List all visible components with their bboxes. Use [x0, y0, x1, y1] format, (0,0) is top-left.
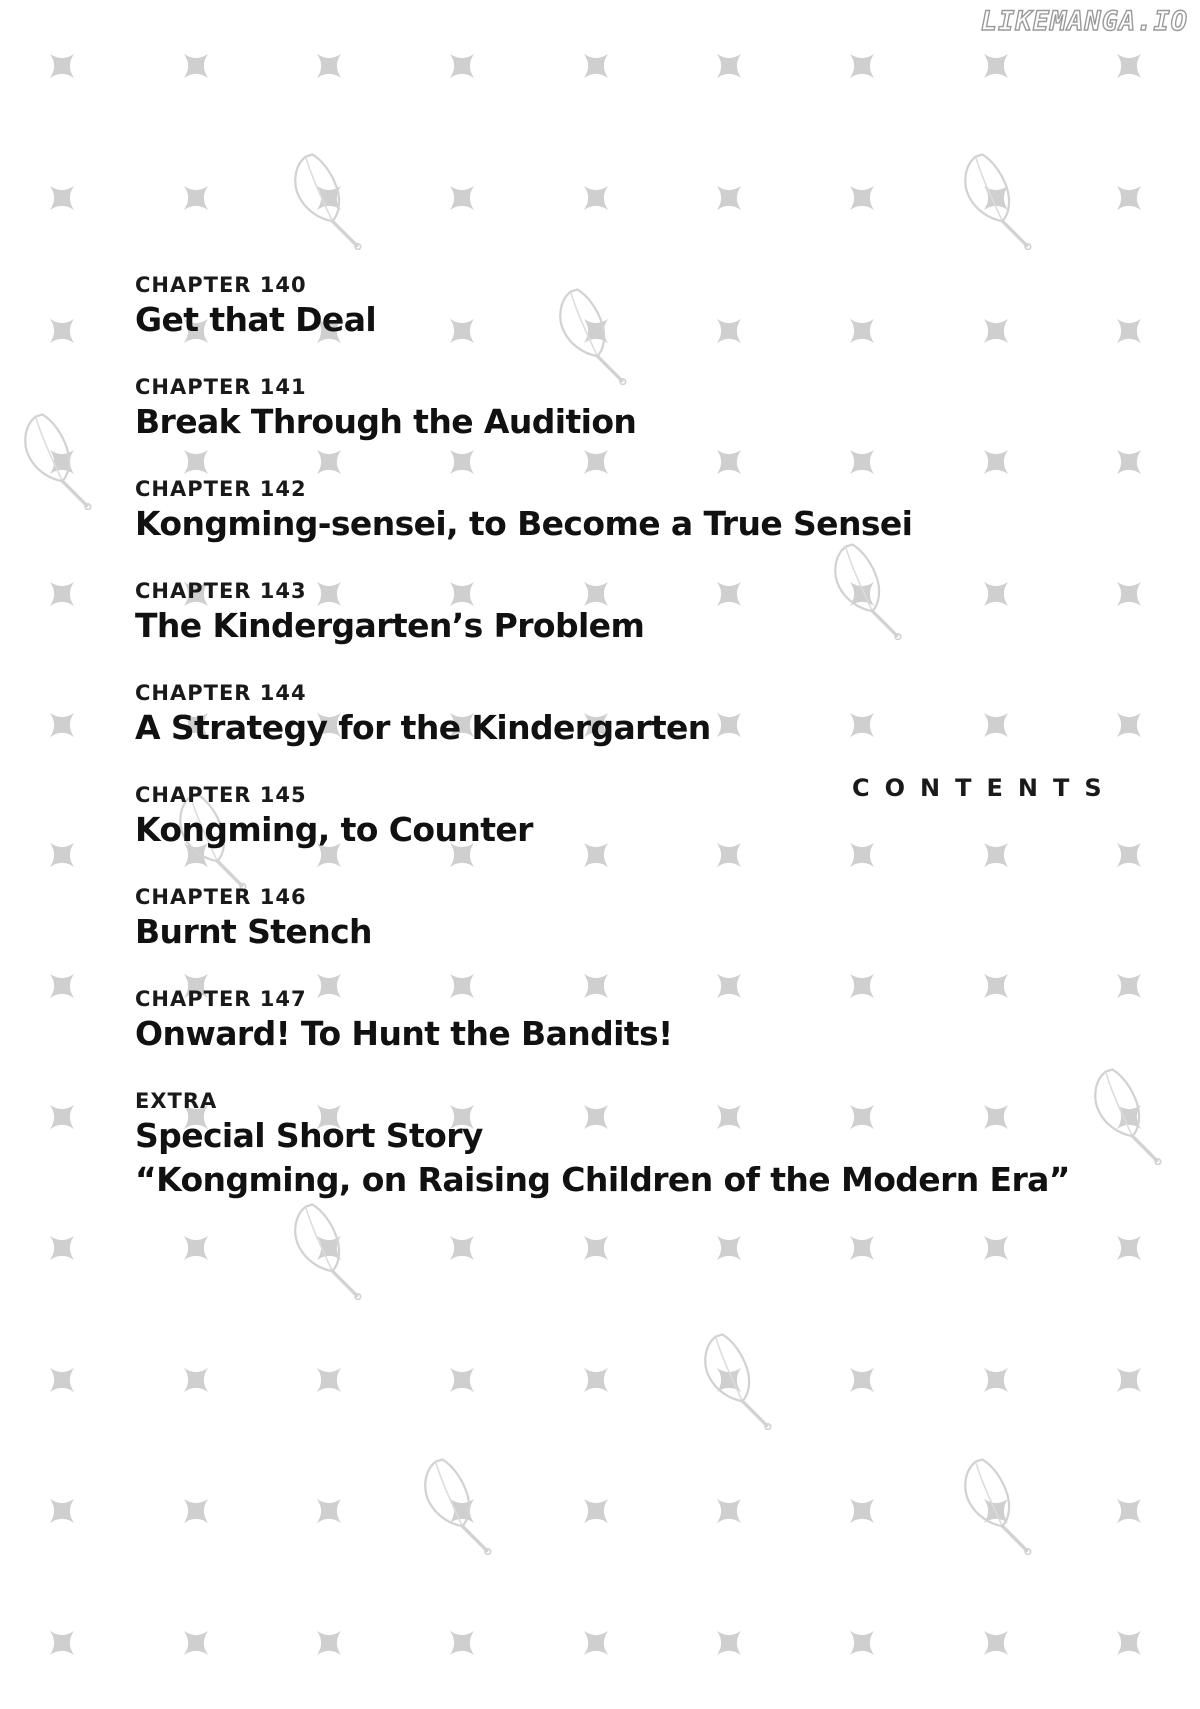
four-point-star-icon: [850, 1236, 874, 1260]
four-point-star-icon: [184, 1236, 208, 1260]
toc-entry-extra: [135, 1088, 1095, 1202]
four-point-star-icon: [984, 54, 1008, 78]
four-point-star-icon: [450, 1499, 474, 1523]
four-point-star-icon: [317, 54, 341, 78]
four-point-star-icon: [317, 1631, 341, 1655]
four-point-star-icon: [584, 1236, 608, 1260]
toc-entry-chapter-140: [135, 272, 1095, 342]
chapter-title: Burnt Stench: [135, 912, 372, 951]
four-point-star-icon: [1117, 186, 1141, 210]
four-point-star-icon: [317, 1499, 341, 1523]
four-point-star-icon: [717, 1499, 741, 1523]
four-point-star-icon: [850, 1368, 874, 1392]
four-point-star-icon: [184, 1368, 208, 1392]
contents-heading: CONTENTS: [852, 774, 1117, 802]
four-point-star-icon: [1117, 319, 1141, 343]
four-point-star-icon: [50, 1368, 74, 1392]
extra-label: EXTRA: [135, 1089, 218, 1113]
four-point-star-icon: [50, 1631, 74, 1655]
four-point-star-icon: [450, 186, 474, 210]
chapter-title: Break Through the Audition: [135, 402, 637, 441]
four-point-star-icon: [850, 1499, 874, 1523]
four-point-star-icon: [1117, 1236, 1141, 1260]
four-point-star-icon: [850, 1631, 874, 1655]
chapter-title: Kongming-sensei, to Become a True Sensei: [135, 504, 913, 543]
four-point-star-icon: [1117, 843, 1141, 867]
four-point-star-icon: [584, 1631, 608, 1655]
chapter-label: CHAPTER 144: [135, 681, 307, 705]
four-point-star-icon: [1117, 1499, 1141, 1523]
four-point-star-icon: [717, 1631, 741, 1655]
chapter-label: CHAPTER 147: [135, 987, 307, 1011]
four-point-star-icon: [50, 843, 74, 867]
four-point-star-icon: [584, 54, 608, 78]
four-point-star-icon: [317, 1368, 341, 1392]
four-point-star-icon: [584, 186, 608, 210]
four-point-star-icon: [450, 1631, 474, 1655]
four-point-star-icon: [184, 54, 208, 78]
four-point-star-icon: [1117, 582, 1141, 606]
chapter-label: CHAPTER 140: [135, 273, 307, 297]
watermark-text: LIKEMANGA.IO: [980, 6, 1188, 37]
toc-entry-chapter-141: [135, 374, 1095, 444]
four-point-star-icon: [1117, 450, 1141, 474]
four-point-star-icon: [584, 1499, 608, 1523]
four-point-star-icon: [1117, 54, 1141, 78]
four-point-star-icon: [184, 1499, 208, 1523]
four-point-star-icon: [717, 1236, 741, 1260]
four-point-star-icon: [50, 582, 74, 606]
chapter-title: The Kindergarten’s Problem: [135, 606, 645, 645]
four-point-star-icon: [984, 1631, 1008, 1655]
four-point-star-icon: [50, 319, 74, 343]
four-point-star-icon: [717, 54, 741, 78]
toc-entry-chapter-147: [135, 986, 1095, 1056]
four-point-star-icon: [50, 186, 74, 210]
four-point-star-icon: [50, 54, 74, 78]
four-point-star-icon: [184, 1631, 208, 1655]
chapter-title: Onward! To Hunt the Bandits!: [135, 1014, 673, 1053]
four-point-star-icon: [50, 1105, 74, 1129]
four-point-star-icon: [184, 186, 208, 210]
four-point-star-icon: [50, 1499, 74, 1523]
feather-fan-icon: [705, 1334, 770, 1429]
four-point-star-icon: [717, 186, 741, 210]
chapter-label: CHAPTER 145: [135, 783, 307, 807]
chapter-title: Get that Deal: [135, 300, 377, 339]
extra-subtitle: “Kongming, on Raising Children of the Modern Era”: [135, 1160, 1070, 1199]
four-point-star-icon: [450, 1236, 474, 1260]
toc-entry-chapter-143: [135, 578, 1095, 648]
four-point-star-icon: [850, 186, 874, 210]
four-point-star-icon: [50, 1236, 74, 1260]
four-point-star-icon: [584, 1368, 608, 1392]
four-point-star-icon: [984, 1368, 1008, 1392]
chapter-label: CHAPTER 146: [135, 885, 307, 909]
chapter-label: CHAPTER 142: [135, 477, 307, 501]
four-point-star-icon: [1117, 1631, 1141, 1655]
four-point-star-icon: [984, 1236, 1008, 1260]
chapter-label: CHAPTER 143: [135, 579, 307, 603]
toc-entry-chapter-142: [135, 476, 1095, 546]
toc-entry-chapter-146: [135, 884, 1095, 954]
four-point-star-icon: [1117, 713, 1141, 737]
four-point-star-icon: [50, 974, 74, 998]
extra-title: Special Short Story: [135, 1116, 483, 1155]
four-point-star-icon: [450, 54, 474, 78]
four-point-star-icon: [1117, 974, 1141, 998]
four-point-star-icon: [850, 54, 874, 78]
table-of-contents: [135, 272, 1095, 1234]
four-point-star-icon: [50, 713, 74, 737]
four-point-star-icon: [450, 1368, 474, 1392]
four-point-star-icon: [1117, 1368, 1141, 1392]
chapter-label: CHAPTER 141: [135, 375, 307, 399]
chapter-title: Kongming, to Counter: [135, 810, 533, 849]
chapter-title: A Strategy for the Kindergarten: [135, 708, 711, 747]
toc-entry-chapter-144: [135, 680, 1095, 750]
